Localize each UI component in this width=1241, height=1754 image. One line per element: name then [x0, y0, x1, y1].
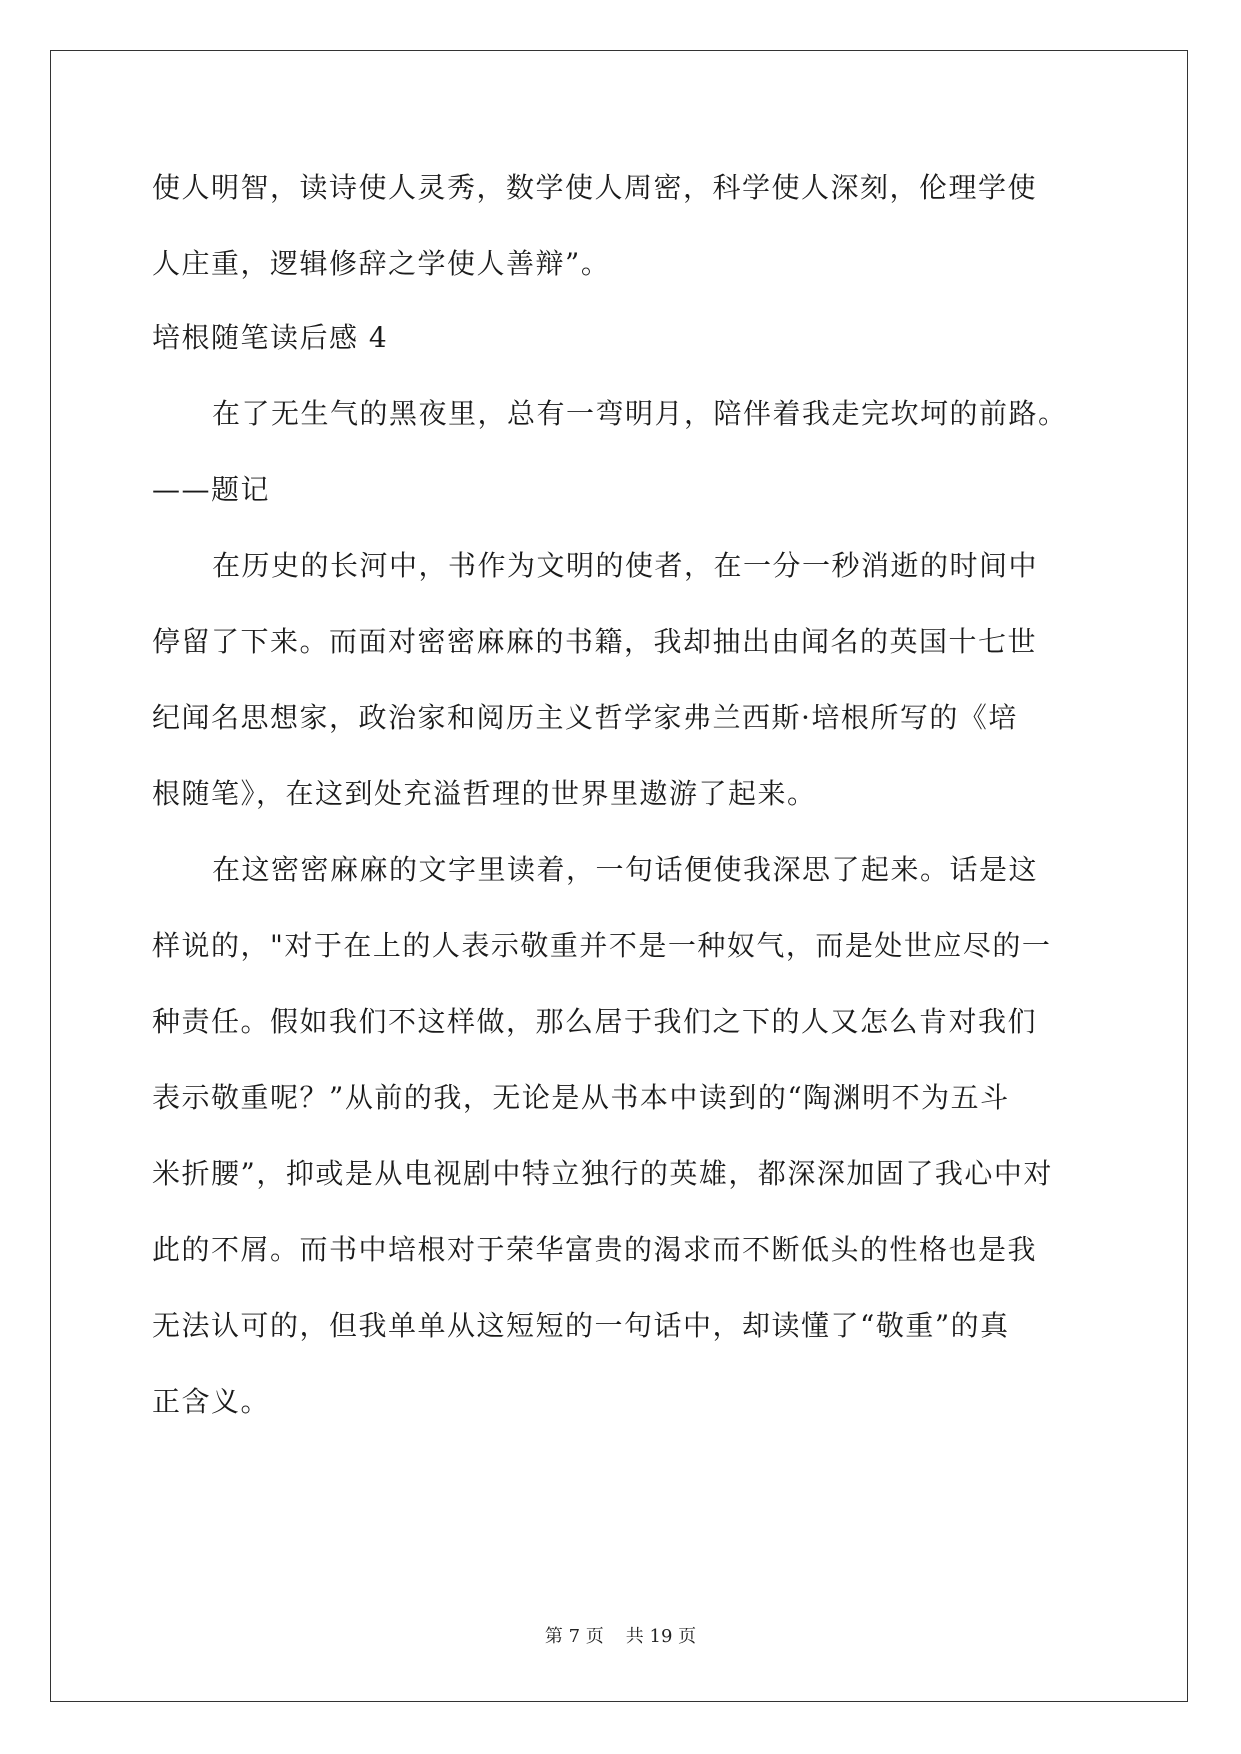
page-number: 第 7 页	[544, 1626, 604, 1647]
body-line: 无法认可的，但我单单从这短短的一句话中，却读懂了“敬重”的真	[152, 1309, 1010, 1342]
body-line: 样说的，"对于在上的人表示敬重并不是一种奴气，而是处世应尽的一	[152, 929, 1052, 962]
section-heading: 培根随笔读后感 4	[152, 321, 389, 354]
body-line: 使人明智，读诗使人灵秀，数学使人周密，科学使人深刻，伦理学使	[152, 171, 1038, 204]
body-line: 种责任。假如我们不这样做，那么居于我们之下的人又怎么肯对我们	[152, 1005, 1038, 1038]
body-line: 表示敬重呢？”从前的我，无论是从书本中读到的“陶渊明不为五斗	[152, 1081, 1010, 1114]
body-line: 在历史的长河中，书作为文明的使者，在一分一秒消逝的时间中	[212, 549, 1039, 582]
body-line: 在了无生气的黑夜里，总有一弯明月，陪伴着我走完坎坷的前路。	[212, 397, 1068, 430]
body-line: 正含义。	[152, 1385, 271, 1418]
page-total: 共 19 页	[625, 1626, 697, 1647]
body-line: 根随笔》，在这到处充溢哲理的世界里遨游了起来。	[152, 777, 817, 810]
body-line: 纪闻名思想家，政治家和阅历主义哲学家弗兰西斯·培根所写的《培	[152, 701, 1018, 734]
page-footer	[0, 1622, 1241, 1648]
epigraph-attribution: ——题记	[152, 473, 271, 506]
body-line: 人庄重，逻辑修辞之学使人善辩”。	[152, 247, 611, 280]
body-line: 此的不屑。而书中培根对于荣华富贵的渴求而不断低头的性格也是我	[152, 1233, 1038, 1266]
body-line: 米折腰”，抑或是从电视剧中特立独行的英雄，都深深加固了我心中对	[152, 1157, 1053, 1190]
body-line: 在这密密麻麻的文字里读着，一句话便使我深思了起来。话是这	[212, 853, 1039, 886]
body-line: 停留了下来。而面对密密麻麻的书籍，我却抽出由闻名的英国十七世	[152, 625, 1038, 658]
